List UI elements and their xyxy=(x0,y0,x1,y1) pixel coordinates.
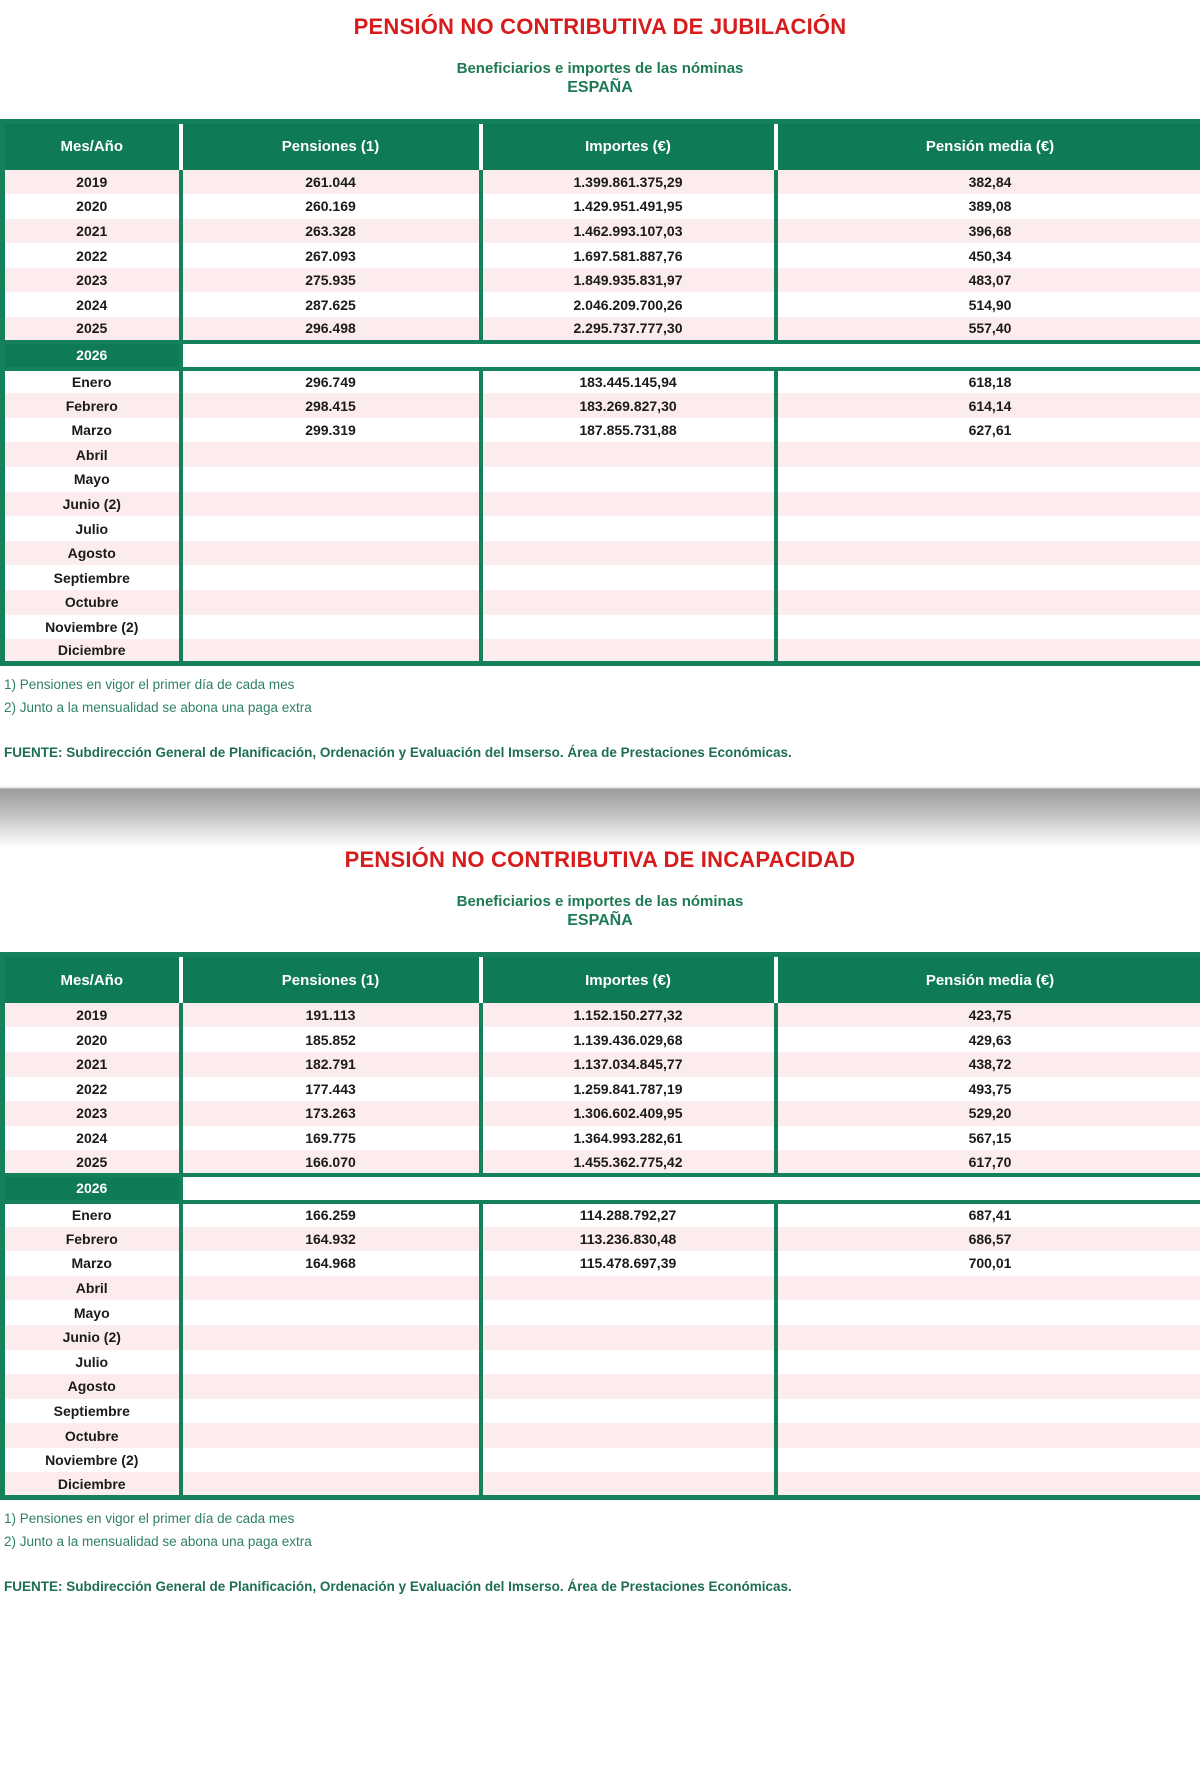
table-row xyxy=(3,1423,1200,1448)
cell-media xyxy=(776,1399,1200,1424)
row-label: 2020 xyxy=(3,1027,181,1052)
subtitle-incapacidad: Beneficiarios e importes de las nóminas xyxy=(456,893,744,911)
table-body-incapacidad xyxy=(3,1003,1200,1497)
cell-media xyxy=(776,442,1200,467)
cell-media xyxy=(776,615,1200,640)
row-label: Enero xyxy=(3,1202,181,1227)
cell-pensiones xyxy=(181,442,481,467)
table-row xyxy=(3,590,1200,615)
cell-importes: 1.429.951.491,95 xyxy=(481,194,776,219)
row-label: Mayo xyxy=(3,467,181,492)
cell-importes: 183.269.827,30 xyxy=(481,393,776,418)
table-row xyxy=(3,1300,1200,1325)
row-label: Abril xyxy=(3,442,181,467)
cell-importes xyxy=(481,516,776,541)
cell-pensiones xyxy=(181,467,481,492)
cell-media: 423,75 xyxy=(776,1003,1200,1028)
title-block-1 xyxy=(0,0,1200,97)
column-header-importes: Importes (€) xyxy=(481,955,776,1003)
row-label: Febrero xyxy=(3,393,181,418)
row-label: 2022 xyxy=(3,1077,181,1102)
row-label: Diciembre xyxy=(3,1472,181,1497)
cell-pensiones: 164.968 xyxy=(181,1251,481,1276)
cell-importes xyxy=(481,492,776,517)
cell-media xyxy=(776,1325,1200,1350)
row-label: Marzo xyxy=(3,418,181,443)
table-row xyxy=(3,1325,1200,1350)
cell-pensiones: 267.093 xyxy=(181,243,481,268)
cell-media: 618,18 xyxy=(776,369,1200,394)
cell-media xyxy=(776,492,1200,517)
cell-pensiones xyxy=(181,1350,481,1375)
footnote-1: 1) Pensiones en vigor el primer día de cada mes xyxy=(4,677,295,693)
cell-importes: 1.259.841.787,19 xyxy=(481,1077,776,1102)
row-label: Octubre xyxy=(3,590,181,615)
table-row xyxy=(3,1350,1200,1375)
cell-media: 687,41 xyxy=(776,1202,1200,1227)
cell-media: 389,08 xyxy=(776,194,1200,219)
cell-media: 567,15 xyxy=(776,1126,1200,1151)
cell-importes: 1.306.602.409,95 xyxy=(481,1101,776,1126)
year-separator-row xyxy=(3,342,1200,369)
cell-pensiones: 263.328 xyxy=(181,219,481,244)
cell-pensiones: 261.044 xyxy=(181,170,481,195)
row-label: Diciembre xyxy=(3,639,181,664)
table-row xyxy=(3,292,1200,317)
cell-importes xyxy=(481,1350,776,1375)
cell-importes: 114.288.792,27 xyxy=(481,1202,776,1227)
row-label: Octubre xyxy=(3,1423,181,1448)
cell-pensiones xyxy=(181,1374,481,1399)
cell-importes xyxy=(481,1374,776,1399)
section-jubilacion xyxy=(0,0,1200,786)
cell-importes xyxy=(481,639,776,664)
cell-media xyxy=(776,467,1200,492)
cell-pensiones xyxy=(181,1325,481,1350)
cell-pensiones xyxy=(181,1448,481,1473)
table-row xyxy=(3,1077,1200,1102)
row-label: Junio (2) xyxy=(3,492,181,517)
row-label: 2023 xyxy=(3,1101,181,1126)
page-title-incapacidad: PENSIÓN NO CONTRIBUTIVA DE INCAPACIDAD xyxy=(344,847,856,873)
footnote-2: 2) Junto a la mensualidad se abona una paga extra xyxy=(4,700,312,716)
table-row xyxy=(3,369,1200,394)
table-row xyxy=(3,1202,1200,1227)
cell-pensiones xyxy=(181,492,481,517)
row-label: 2025 xyxy=(3,317,181,342)
section-incapacidad xyxy=(0,786,1200,1619)
cell-importes: 115.478.697,39 xyxy=(481,1251,776,1276)
country-label-incapacidad: ESPAÑA xyxy=(567,912,633,930)
row-label: 2022 xyxy=(3,243,181,268)
cell-importes xyxy=(481,1472,776,1497)
cell-pensiones xyxy=(181,1276,481,1301)
table-row xyxy=(3,1150,1200,1175)
table-row xyxy=(3,219,1200,244)
cell-media: 382,84 xyxy=(776,170,1200,195)
subtitle-jubilacion: Beneficiarios e importes de las nóminas xyxy=(456,60,744,77)
cell-pensiones: 164.932 xyxy=(181,1227,481,1252)
row-label: Mayo xyxy=(3,1300,181,1325)
cell-importes xyxy=(481,565,776,590)
row-label: Agosto xyxy=(3,541,181,566)
cell-media xyxy=(776,565,1200,590)
cell-pensiones xyxy=(181,1423,481,1448)
cell-media: 686,57 xyxy=(776,1227,1200,1252)
cell-pensiones: 166.259 xyxy=(181,1202,481,1227)
row-label: Enero xyxy=(3,369,181,394)
cell-pensiones xyxy=(181,639,481,664)
table-row xyxy=(3,393,1200,418)
cell-media xyxy=(776,1350,1200,1375)
cell-importes: 1.697.581.887,76 xyxy=(481,243,776,268)
cell-importes xyxy=(481,467,776,492)
title-block-2 xyxy=(0,847,1200,930)
cell-importes: 1.137.034.845,77 xyxy=(481,1052,776,1077)
table-row xyxy=(3,1126,1200,1151)
cell-pensiones: 299.319 xyxy=(181,418,481,443)
cell-pensiones: 185.852 xyxy=(181,1027,481,1052)
table-row xyxy=(3,1227,1200,1252)
cell-media: 493,75 xyxy=(776,1077,1200,1102)
row-label: Agosto xyxy=(3,1374,181,1399)
cell-importes: 1.152.150.277,32 xyxy=(481,1003,776,1028)
cell-pensiones: 275.935 xyxy=(181,268,481,293)
table-row xyxy=(3,1399,1200,1424)
cell-importes xyxy=(481,1300,776,1325)
cell-media xyxy=(776,541,1200,566)
table-row xyxy=(3,418,1200,443)
table-row xyxy=(3,170,1200,195)
year-separator-blank xyxy=(181,1175,1200,1202)
cell-importes: 183.445.145,94 xyxy=(481,369,776,394)
table-row xyxy=(3,243,1200,268)
column-header-pensiones: Pensiones (1) xyxy=(181,122,481,170)
row-label: 2023 xyxy=(3,268,181,293)
table-body-jubilacion xyxy=(3,170,1200,664)
cell-media: 617,70 xyxy=(776,1150,1200,1175)
cell-pensiones: 296.749 xyxy=(181,369,481,394)
cell-pensiones: 166.070 xyxy=(181,1150,481,1175)
cell-importes xyxy=(481,590,776,615)
row-label: 2021 xyxy=(3,219,181,244)
cell-importes xyxy=(481,615,776,640)
cell-pensiones: 177.443 xyxy=(181,1077,481,1102)
table-row xyxy=(3,516,1200,541)
cell-media: 396,68 xyxy=(776,219,1200,244)
cell-pensiones xyxy=(181,541,481,566)
source-line: FUENTE: Subdirección General de Planificación, Ordenación y Evaluación del Imserso. Área de Prestaciones Económicas. xyxy=(4,1578,792,1594)
notes-block-jubilacion xyxy=(0,666,1200,760)
cell-pensiones xyxy=(181,1472,481,1497)
row-label: Noviembre (2) xyxy=(3,1448,181,1473)
cell-importes xyxy=(481,1399,776,1424)
row-label: 2021 xyxy=(3,1052,181,1077)
cell-importes: 2.046.209.700,26 xyxy=(481,292,776,317)
table-row xyxy=(3,317,1200,342)
cell-media xyxy=(776,516,1200,541)
column-header-mes-ano: Mes/Año xyxy=(3,955,181,1003)
cell-pensiones xyxy=(181,565,481,590)
table-row xyxy=(3,1472,1200,1497)
table-row xyxy=(3,1003,1200,1028)
table-row xyxy=(3,541,1200,566)
cell-pensiones xyxy=(181,516,481,541)
row-label: Julio xyxy=(3,516,181,541)
cell-pensiones: 191.113 xyxy=(181,1003,481,1028)
table-wrapper-jubilacion xyxy=(0,119,1200,666)
table-row xyxy=(3,442,1200,467)
year-separator-blank xyxy=(181,342,1200,369)
footnote-2: 2) Junto a la mensualidad se abona una paga extra xyxy=(4,1533,312,1549)
row-label: Junio (2) xyxy=(3,1325,181,1350)
cell-pensiones: 173.263 xyxy=(181,1101,481,1126)
table-row xyxy=(3,1251,1200,1276)
cell-pensiones: 298.415 xyxy=(181,393,481,418)
row-label: 2020 xyxy=(3,194,181,219)
cell-media: 529,20 xyxy=(776,1101,1200,1126)
notes-block-incapacidad xyxy=(0,1500,1200,1594)
cell-media: 627,61 xyxy=(776,418,1200,443)
cell-pensiones xyxy=(181,1300,481,1325)
table-row xyxy=(3,639,1200,664)
cell-media: 514,90 xyxy=(776,292,1200,317)
footnote-1: 1) Pensiones en vigor el primer día de cada mes xyxy=(4,1510,295,1526)
cell-importes xyxy=(481,442,776,467)
table-row xyxy=(3,1448,1200,1473)
cell-media xyxy=(776,1448,1200,1473)
table-row xyxy=(3,1027,1200,1052)
cell-importes: 113.236.830,48 xyxy=(481,1227,776,1252)
cell-pensiones: 296.498 xyxy=(181,317,481,342)
cell-media xyxy=(776,590,1200,615)
cell-importes xyxy=(481,1276,776,1301)
pension-table-jubilacion xyxy=(0,119,1200,666)
row-label: Julio xyxy=(3,1350,181,1375)
cell-pensiones xyxy=(181,1399,481,1424)
cell-pensiones: 182.791 xyxy=(181,1052,481,1077)
row-label: Febrero xyxy=(3,1227,181,1252)
year-separator-label: 2026 xyxy=(3,1175,181,1202)
year-separator-row xyxy=(3,1175,1200,1202)
cell-importes xyxy=(481,1448,776,1473)
table-row xyxy=(3,1101,1200,1126)
row-label: 2025 xyxy=(3,1150,181,1175)
column-header-pension-media: Pensión media (€) xyxy=(776,955,1200,1003)
cell-media xyxy=(776,1276,1200,1301)
column-header-mes-ano: Mes/Año xyxy=(3,122,181,170)
cell-media xyxy=(776,1374,1200,1399)
cell-importes: 2.295.737.777,30 xyxy=(481,317,776,342)
row-label: Abril xyxy=(3,1276,181,1301)
row-label: Noviembre (2) xyxy=(3,615,181,640)
page-title-jubilacion: PENSIÓN NO CONTRIBUTIVA DE JUBILACIÓN xyxy=(353,14,847,39)
section-spacer xyxy=(0,760,1200,786)
row-label: Marzo xyxy=(3,1251,181,1276)
cell-pensiones xyxy=(181,615,481,640)
row-label: 2024 xyxy=(3,292,181,317)
cell-media: 483,07 xyxy=(776,268,1200,293)
table-row xyxy=(3,565,1200,590)
year-separator-label: 2026 xyxy=(3,342,181,369)
grey-gradient-band xyxy=(0,789,1200,847)
table-row xyxy=(3,467,1200,492)
table-row xyxy=(3,194,1200,219)
section-spacer xyxy=(0,1594,1200,1620)
row-label: Septiembre xyxy=(3,565,181,590)
row-label: Septiembre xyxy=(3,1399,181,1424)
column-header-pensiones: Pensiones (1) xyxy=(181,955,481,1003)
column-header-pension-media: Pensión media (€) xyxy=(776,122,1200,170)
cell-media: 450,34 xyxy=(776,243,1200,268)
table-row xyxy=(3,268,1200,293)
country-label-jubilacion: ESPAÑA xyxy=(567,79,633,96)
cell-importes xyxy=(481,1423,776,1448)
cell-media xyxy=(776,1300,1200,1325)
pension-table-incapacidad xyxy=(0,952,1200,1499)
cell-media xyxy=(776,1423,1200,1448)
cell-importes: 1.139.436.029,68 xyxy=(481,1027,776,1052)
table-row xyxy=(3,615,1200,640)
cell-importes xyxy=(481,541,776,566)
cell-pensiones xyxy=(181,590,481,615)
cell-importes: 1.462.993.107,03 xyxy=(481,219,776,244)
source-line: FUENTE: Subdirección General de Planificación, Ordenación y Evaluación del Imserso. Área de Prestaciones Económicas. xyxy=(4,745,792,761)
row-label: 2019 xyxy=(3,1003,181,1028)
table-wrapper-incapacidad xyxy=(0,952,1200,1499)
cell-media: 438,72 xyxy=(776,1052,1200,1077)
cell-importes: 1.399.861.375,29 xyxy=(481,170,776,195)
table-header-row xyxy=(3,955,1200,1003)
cell-media: 614,14 xyxy=(776,393,1200,418)
row-label: 2019 xyxy=(3,170,181,195)
table-row xyxy=(3,492,1200,517)
cell-media: 557,40 xyxy=(776,317,1200,342)
table-header-row xyxy=(3,122,1200,170)
row-label: 2024 xyxy=(3,1126,181,1151)
cell-importes: 1.849.935.831,97 xyxy=(481,268,776,293)
cell-media xyxy=(776,639,1200,664)
cell-media: 700,01 xyxy=(776,1251,1200,1276)
cell-pensiones: 287.625 xyxy=(181,292,481,317)
column-header-importes: Importes (€) xyxy=(481,122,776,170)
table-row xyxy=(3,1052,1200,1077)
cell-pensiones: 169.775 xyxy=(181,1126,481,1151)
cell-media xyxy=(776,1472,1200,1497)
cell-pensiones: 260.169 xyxy=(181,194,481,219)
cell-importes xyxy=(481,1325,776,1350)
cell-importes: 1.455.362.775,42 xyxy=(481,1150,776,1175)
table-row xyxy=(3,1374,1200,1399)
cell-media: 429,63 xyxy=(776,1027,1200,1052)
cell-importes: 187.855.731,88 xyxy=(481,418,776,443)
table-row xyxy=(3,1276,1200,1301)
cell-importes: 1.364.993.282,61 xyxy=(481,1126,776,1151)
